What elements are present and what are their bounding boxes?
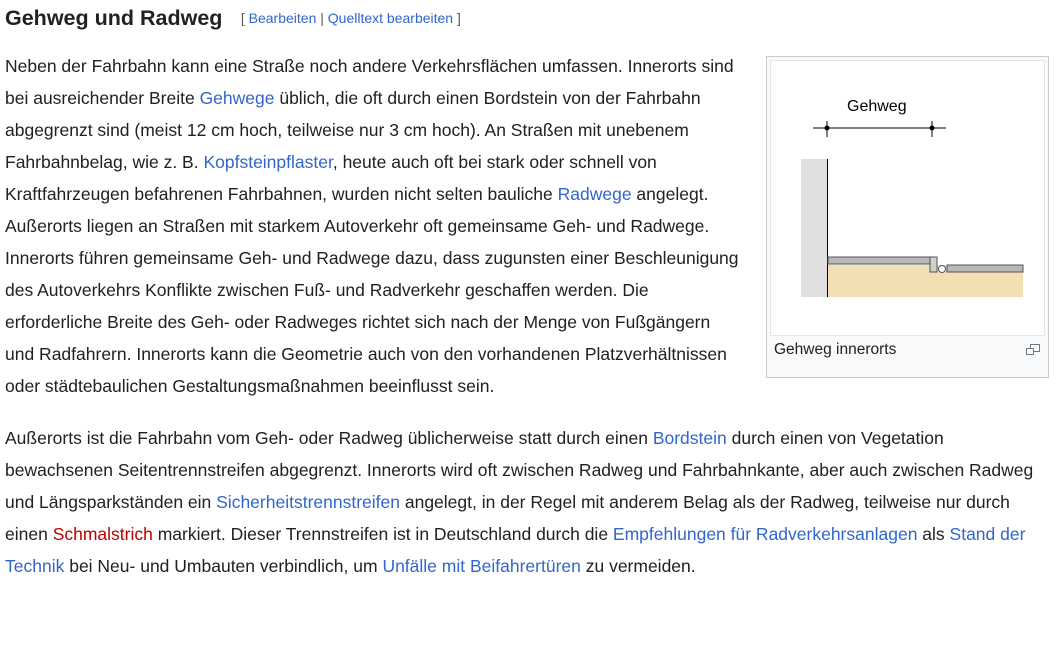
dimension-dot-left: [825, 126, 830, 131]
edit-section-links: [ Bearbeiten | Quelltext bearbeiten ]: [240, 10, 461, 26]
link-unfaelle-beifahrertueren[interactable]: Unfälle mit Beifahrertüren: [382, 556, 581, 576]
section-title: Gehweg und Radweg: [5, 6, 223, 30]
diagram-label: Gehweg: [847, 98, 907, 115]
dimension-dot-right: [930, 126, 935, 131]
link-stand-der-technik[interactable]: Stand der Technik: [5, 524, 1026, 576]
link-empfehlungen-radverkehrsanlagen[interactable]: Empfehlungen für Radverkehrsanlagen: [612, 524, 918, 544]
sidewalk-diagram: [771, 61, 1044, 335]
link-sicherheitstrennstreifen[interactable]: Sicherheitstrennstreifen: [216, 492, 400, 512]
paragraph-2: Außerorts ist die Fahrbahn vom Geh- oder Radweg üblicherweise statt durch einen Bordstein durch einen von Vegetation bewachsenen Seitentrennstreifen abgegrenzt. Innerorts wird oft zwischen Radweg und Fahrbahnkante, aber auch zwischen Radweg und Längsparkständen ein Sicherheitstrennstreifen angelegt, in der Regel mit anderem Belag als der Radweg, teilweise nur durch einen Schmalstrich markiert. Dieser Trennstreifen ist in Deutschland durch die Empfehlungen für Radverkehrsanlagen als Stand der Technik bei Neu- und Umbauten verbindlich, um Unfälle mit Beifahrertüren zu vermeiden.: [5, 428, 1034, 576]
link-kopfsteinpflaster[interactable]: Kopfsteinpflaster: [203, 152, 333, 172]
curb-stone: [930, 257, 937, 272]
drain-pipe: [939, 266, 946, 273]
sidewalk-surface: [828, 257, 930, 264]
article-content: [5, 50, 1055, 582]
link-schmalstrich[interactable]: Schmalstrich: [52, 524, 153, 544]
link-bordstein[interactable]: Bordstein: [652, 428, 727, 448]
figure-thumbnail: [766, 56, 1049, 378]
figure-image[interactable]: [770, 60, 1045, 336]
paragraph-1: Neben der Fahrbahn kann eine Straße noch andere Verkehrsflächen umfassen. Innerorts sind bei ausreichender Breite Gehwege üblich, die oft durch einen Bordstein von der Fahrbahn abgegrenzt sind (meist 12 cm hoch, teilweise nur 3 cm hoch). An Straßen mit unebenem Fahrbahnbelag, wie z. B. Kopfsteinpflaster, heute auch oft bei stark oder schnell von Kraftfahrzeugen befahrenen Fahrbahnen, wurden nicht selten bauliche Radwege angelegt. Außerorts liegen an Straßen mit starkem Autoverkehr oft gemeinsame Geh- und Radwege. Innerorts führen gemeinsame Geh- und Radwege dazu, dass zugunsten einer Beschleunigung des Autoverkehrs Konflikte zwischen Fuß- und Radverkehr geschaffen werden. Die erforderliche Breite des Geh- oder Radweges richtet sich nach der Menge von Fußgängern und Radfahrern. Innerorts kann die Geometrie auch von den vorhandenen Platzverhältnissen oder städtebaulichen Gestaltungsmaßnahmen beeinflusst sein.: [5, 56, 739, 396]
building-wall: [801, 159, 828, 297]
road-surface: [947, 265, 1023, 272]
link-gehwege[interactable]: Gehwege: [199, 88, 275, 108]
source-edit-link[interactable]: Quelltext bearbeiten: [327, 10, 454, 26]
edit-link[interactable]: Bearbeiten: [248, 10, 317, 26]
link-radwege[interactable]: Radwege: [557, 184, 632, 204]
section-heading: [5, 6, 1055, 36]
magnify-clip-icon[interactable]: [1026, 344, 1040, 356]
figure-caption: Gehweg innerorts: [774, 341, 897, 358]
